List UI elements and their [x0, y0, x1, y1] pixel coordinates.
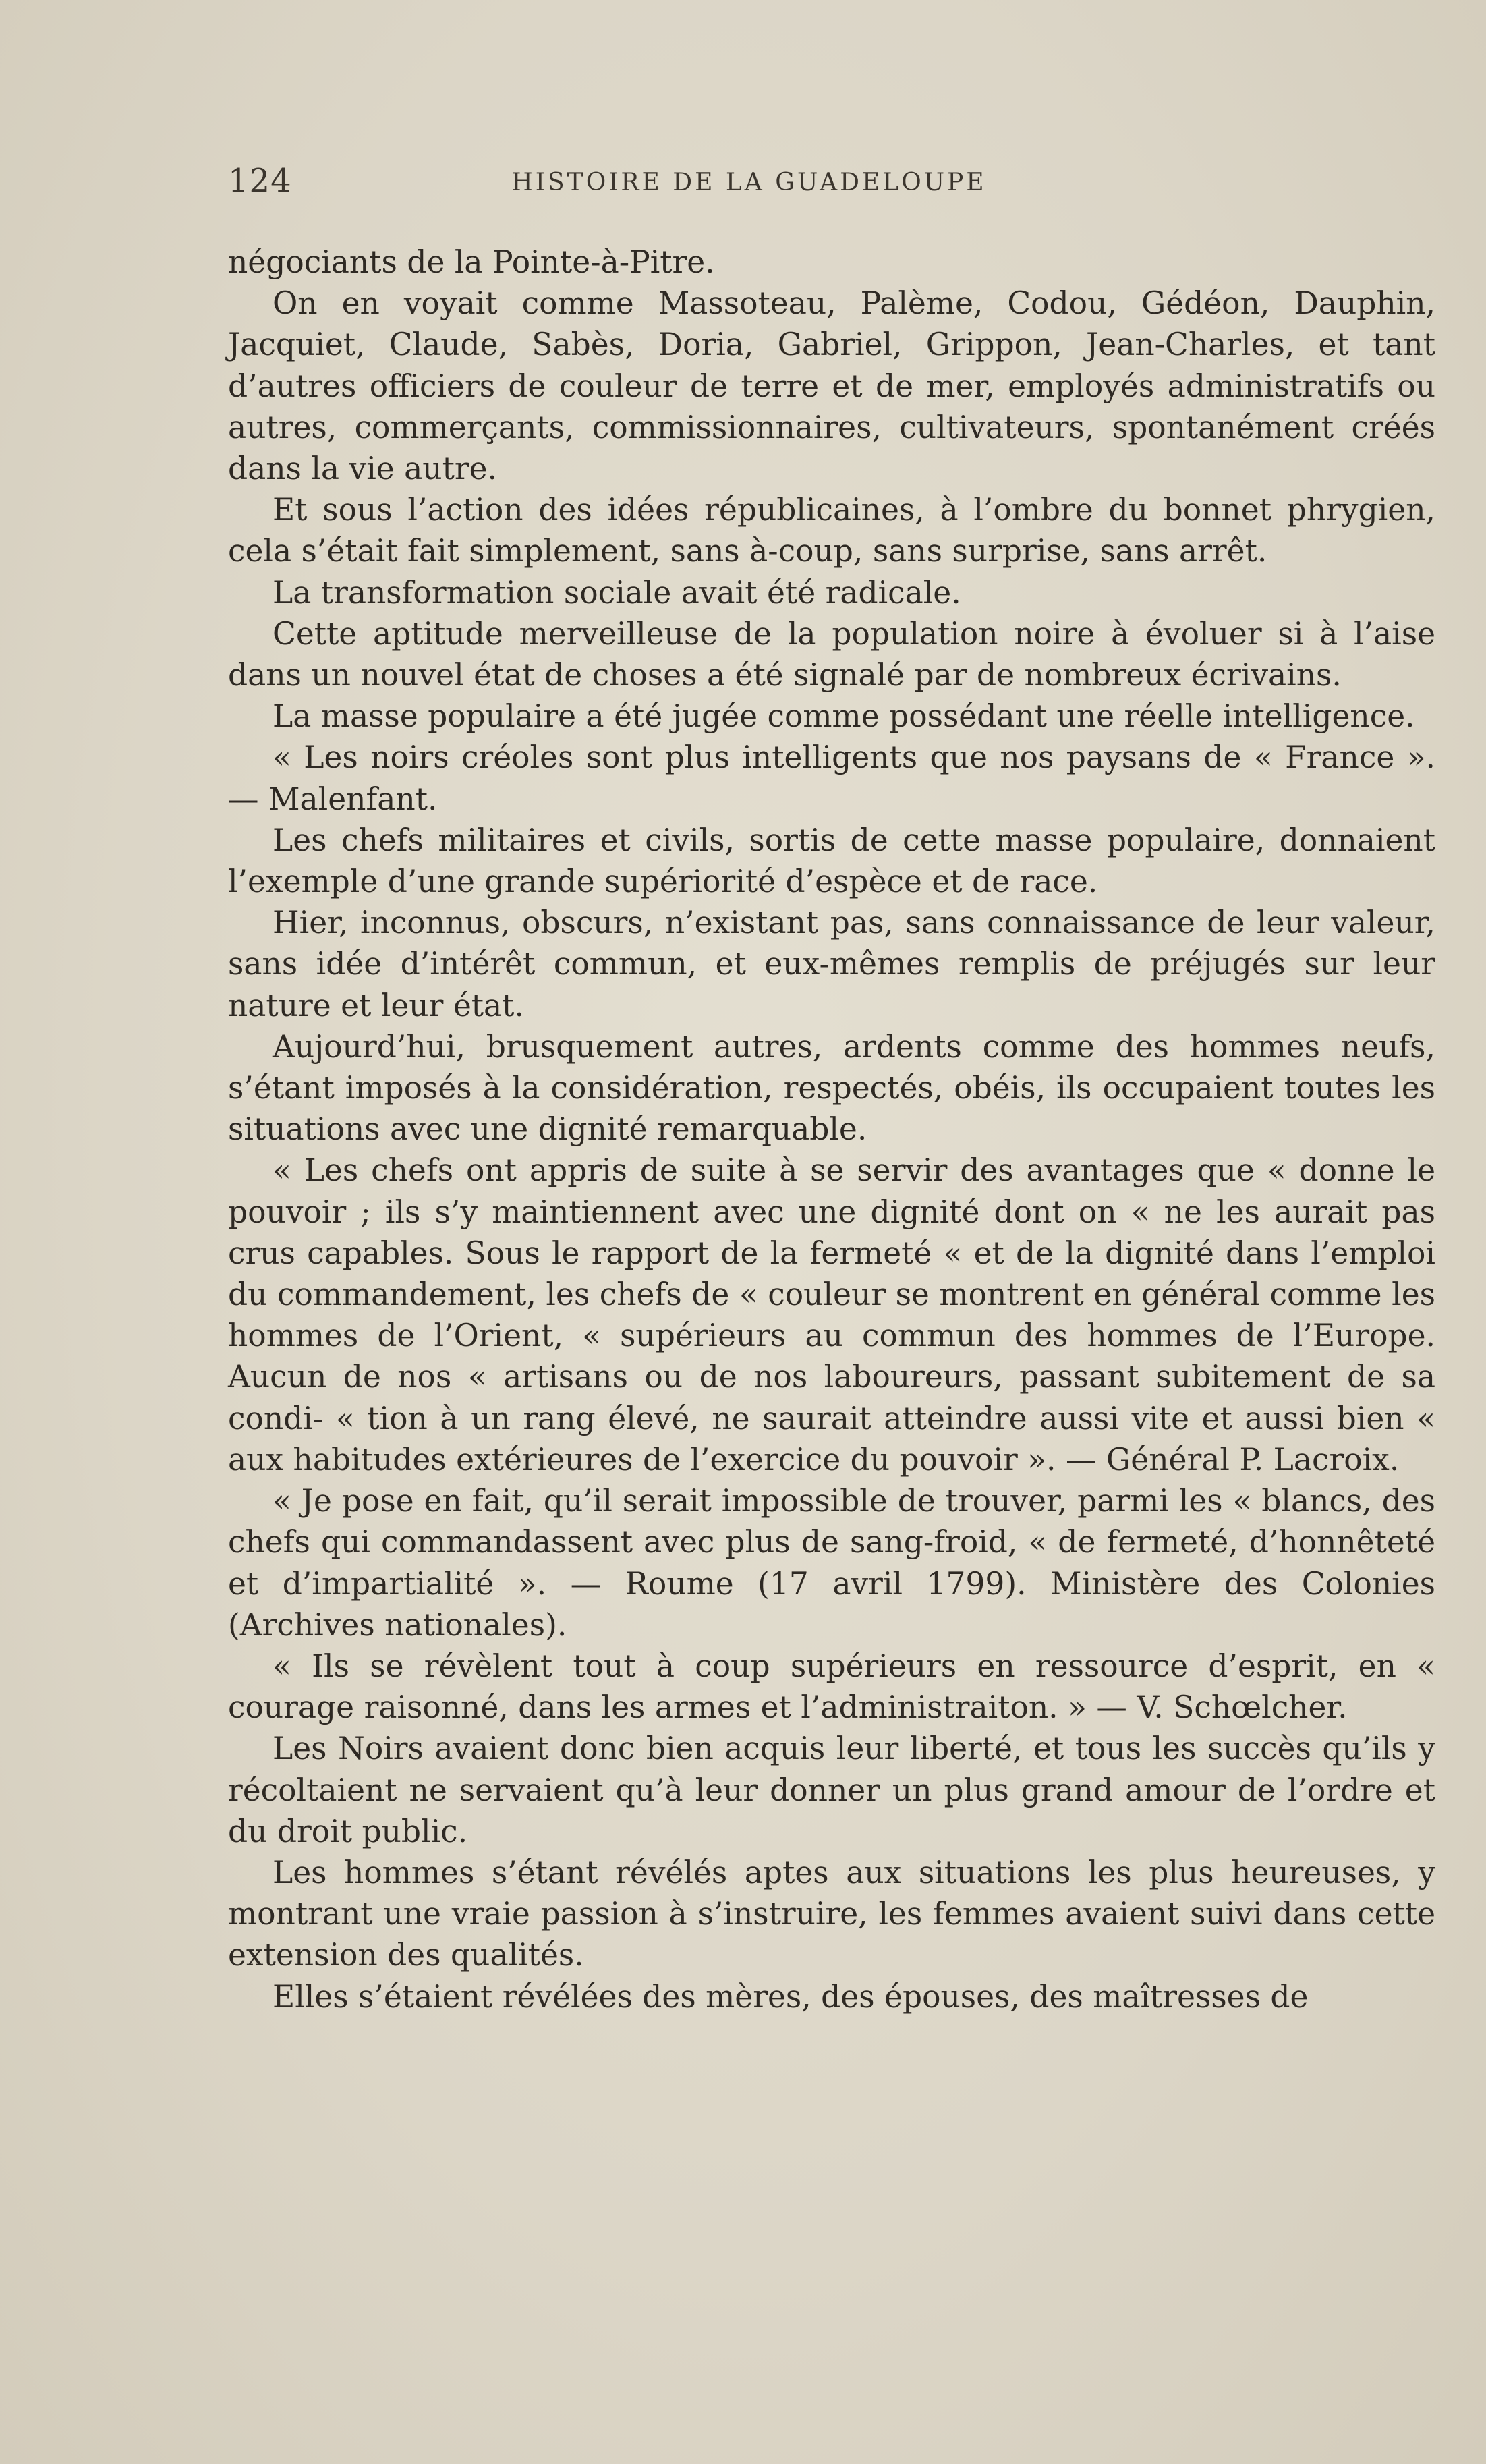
paragraph: Cette aptitude merveilleuse de la population noire à évoluer si à l’aise dans un nouvel état de choses a été signalé par de nombreux écrivains.: [228, 615, 1435, 694]
paragraph: Aujourd’hui, brusquement autres, ardents comme des hommes neufs, s’étant imposés à la considération, respectés, obéis, ils occupaient toutes les situations avec une dignité remarquable.: [228, 1028, 1435, 1148]
paragraph: Les chefs militaires et civils, sortis de cette masse populaire, donnaient l’exemple d’une grande supériorité d’espèce et de race.: [228, 822, 1435, 900]
paragraph: Les hommes s’étant révélés aptes aux situations les plus heureuses, y montrant une vraie passion à s’instruire, les femmes avaient suivi dans cette extension des qualités.: [228, 1854, 1435, 1973]
quotation: « Les noirs créoles sont plus intelligents que nos paysans de « France ». — Malenfant.: [228, 739, 1435, 817]
body-text: [228, 242, 1435, 2017]
page-header: [228, 155, 1270, 209]
paragraph: La masse populaire a été jugée comme possédant une réelle intelligence.: [273, 698, 1415, 735]
paragraph: Hier, inconnus, obscurs, n’existant pas, sans connaissance de leur valeur, sans idée d’intérêt commun, et eux-mêmes remplis de préjugés sur leur nature et leur état.: [228, 905, 1435, 1024]
paragraph: négociants de la Pointe-à-Pitre.: [228, 244, 715, 280]
paragraph: Elles s’étaient révélées des mères, des épouses, des maîtresses de: [273, 1978, 1309, 2015]
quotation: « Ils se révèlent tout à coup supérieurs en ressource d’esprit, en « courage raisonné, dans les armes et l’administraiton. » — V. Schœlcher.: [228, 1648, 1435, 1726]
quotation: « Je pose en fait, qu’il serait impossible de trouver, parmi les « blancs, des chefs qui commandassent avec plus de sang-froid, « de fermeté, d’honnêteté et d’impartialité ». — Roume (17 avril 1799). Ministère des Colonies (Archives nationales).: [228, 1483, 1435, 1643]
paragraph: On en voyait comme Massoteau, Palème, Codou, Gédéon, Dauphin, Jacquiet, Claude, Sabès, Doria, Gabriel, Grippon, Jean-Charles, et tant d’autres officiers de couleur de terre et de mer, employés administratifs ou autres, commerçants, commissionnaires, cultivateurs, spontanément créés dans la vie autre.: [228, 285, 1435, 487]
running-title: HISTOIRE DE LA GUADELOUPE: [511, 169, 987, 196]
page-number: 124: [228, 162, 292, 200]
paragraph: La transformation sociale avait été radicale.: [273, 574, 961, 611]
paragraph: Les Noirs avaient donc bien acquis leur liberté, et tous les succès qu’ils y récoltaient ne servaient qu’à leur donner un plus grand amour de l’ordre et du droit public.: [228, 1731, 1435, 1849]
quotation: « Les chefs ont appris de suite à se servir des avantages que « donne le pouvoir ; ils s’y maintiennent avec une dignité dont on « ne les aurait pas crus capables. Sous le rapport de la fermeté « et de la dignité dans l’emploi du commandement, les chefs de « couleur se montrent en général comme les hommes de l’Orient, « supérieurs au commun des hommes de l’Europe. Aucun de nos « artisans ou de nos laboureurs, passant subitement de sa condi- « tion à un rang élevé, ne saurait atteindre aussi vite et aussi bien « aux habitudes extérieures de l’exercice du pouvoir ». — Général P. Lacroix.: [228, 1152, 1435, 1478]
paragraph: Et sous l’action des idées républicaines, à l’ombre du bonnet phrygien, cela s’était fait simplement, sans à-coup, sans surprise, sans arrêt.: [228, 492, 1435, 569]
